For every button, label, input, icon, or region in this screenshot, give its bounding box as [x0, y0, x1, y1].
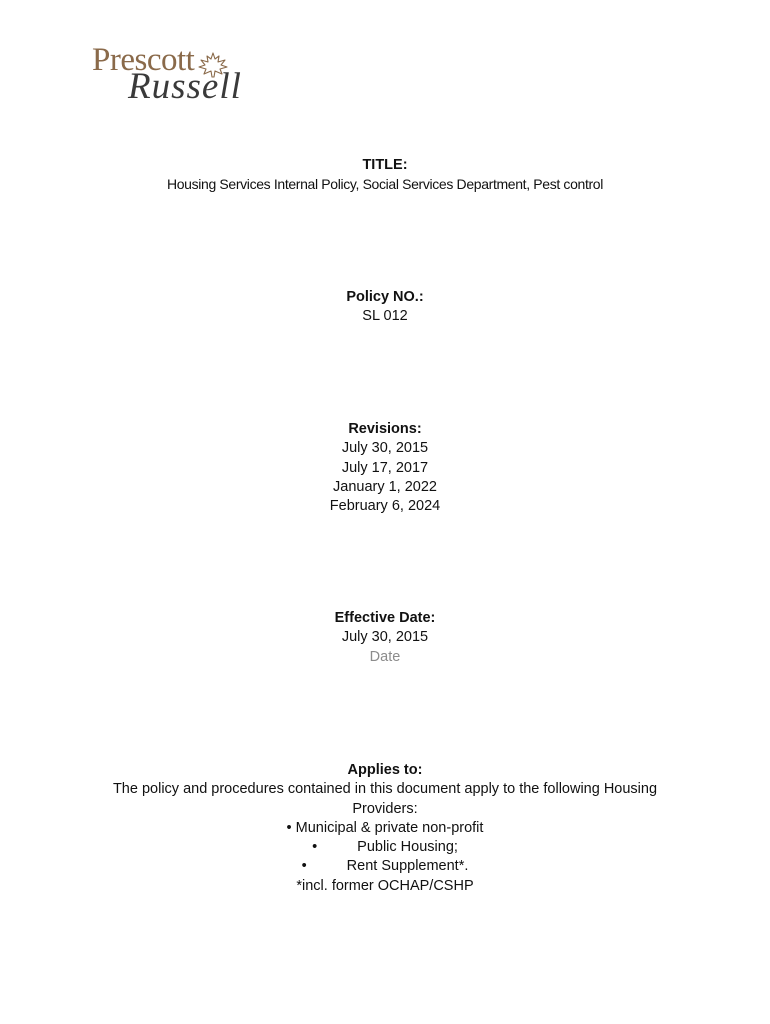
applies-to-description: The policy and procedures contained in this document apply to the following Housing Providers: [112, 781, 658, 817]
policy-number-label: Policy NO.: [346, 289, 424, 305]
revisions-label: Revisions: [348, 421, 422, 437]
title-text: Housing Services Internal Policy, Social Services Department, Pest control [166, 176, 604, 193]
applies-to-section [0, 761, 770, 896]
bullet-icon: • [312, 839, 318, 856]
revision-date: January 1, 2022 [333, 478, 437, 495]
revision-date: July 30, 2015 [341, 440, 429, 457]
provider-item-text: Public Housing; [357, 839, 458, 856]
provider-item-text: • Municipal & private non-profit [286, 819, 484, 836]
revision-date: July 17, 2017 [341, 459, 429, 476]
title-section [0, 156, 770, 195]
effective-date-section [0, 609, 770, 667]
date-field-placeholder[interactable]: Date [369, 648, 401, 665]
provider-item-text: Rent Supplement*. [346, 858, 469, 875]
applies-to-label: Applies to: [347, 762, 423, 778]
logo-word-prescott: Prescott [92, 42, 195, 78]
footnote: *incl. former OCHAP/CSHP [296, 877, 474, 894]
revisions-section [0, 420, 770, 516]
bullet-icon: • [301, 858, 307, 875]
title-label: TITLE: [362, 157, 408, 173]
provider-list-item [0, 857, 770, 876]
policy-number-section [0, 288, 770, 327]
logo-word-russell: Russell [128, 66, 242, 107]
provider-list-item [0, 838, 770, 857]
revision-date: February 6, 2024 [329, 498, 441, 515]
effective-date-value: July 30, 2015 [341, 629, 429, 646]
prescott-russell-logo [92, 44, 262, 114]
provider-list-item [0, 819, 770, 838]
policy-number-value: SL 012 [362, 308, 408, 325]
effective-date-label: Effective Date: [334, 610, 436, 626]
